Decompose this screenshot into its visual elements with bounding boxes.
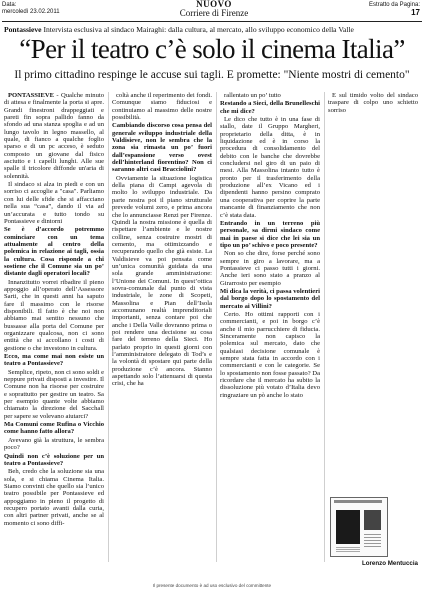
column-divider (216, 92, 217, 562)
page-extract-label: Estratto da Pagina: (368, 2, 420, 8)
kicker-text: Intervista esclusiva al sindaco Mairaghi: dalla cultura, al mercato, allo sviluppo economico della Valle (43, 25, 354, 34)
date-block (2, 2, 60, 16)
interview-answer: coltà anche il reperimento dei fondi. Comunque siamo fiduciosi e continuiamo al massimo delle nostre possibilità. (112, 92, 212, 122)
article-subhead: Il primo cittadino respinge le accuse sui tagli. E promette: "Niente mostri di cemento" (14, 69, 410, 81)
article-column-3 (220, 92, 320, 580)
article-headline: “Per il teatro c’è solo il cinema Italia” (19, 34, 405, 64)
article-column-2 (112, 92, 212, 580)
thumbnail-photo-secondary (364, 510, 381, 530)
interview-answer: Beh, credo che la soluzione sia una sola, e si chiama Cinema Italia. Siamo convinti che quello sia l’unico teatro possibile per Pontassieve ed appoggiamo in pieno il progetto di recupero portato avanti dalla curia, con altri partner privati, anche se al momento ci sono diffi- (4, 468, 104, 527)
paragraph-text: - Qualche minuto di attesa e finalmente la porta si apre. Grandi finestroni drappeggiati e pareti fin sopra pallido fanno da sfondo ad una stanza spoglia e ad un lungo tavolo in legno massello, al quale, di fianco a qualche foglio sparso e di un pc acceso, è seduto composto un giovane dal fisico asciutto e i capelli lunghi. Alle sue spalle il tricolore diffonde un'aria di solennità. (4, 92, 104, 180)
interview-question: Ecco, ma come mai non esiste un teatro a Pontassieve? (4, 353, 104, 368)
clipping-header (0, 0, 424, 22)
dateline: PONTASSIEVE (8, 92, 55, 99)
interview-answer: Non so che dire, forse perché sono sempre in giro a lavorare, ma a Pontassieve ci passo tutti i giorni. Anche ieri sono stato a pranzo al Girarrosto per esempio (220, 250, 320, 287)
interview-question: Mi dica la verità, ci passa volentieri dal borgo dopo lo spostamento del mercato ai Villini? (220, 287, 320, 310)
page-thumbnail-image (330, 497, 388, 557)
page-extract-block (369, 2, 420, 16)
newspaper-masthead (154, 0, 274, 18)
interview-answer: Avevano già la struttura, le sembra poco? (4, 436, 104, 452)
thumbnail-text-lines (364, 534, 381, 548)
date-value: mercoledì 23.02.2011 (2, 9, 60, 15)
interview-answer: rallentato un po’ tutto (224, 92, 281, 99)
date-label: Data: (2, 2, 17, 8)
interview-question: Se è d’accordo potremmo cominciare con un tema attualmente al centro della polemica in relazione ai tagli, ossia la cultura. Cosa risponde a chi sostiene che il Comune sia un po’ distante dagli operatori locali? (4, 226, 104, 278)
interview-question: Restando a Sieci, della Brunelleschi che mi dice? (220, 100, 320, 115)
interview-answer: Il sindaco si alza in piedi e con un sorriso ci accoglie a "casa". Parliamo con lui delle sfide che si affacciano nella sua “casa”, dando il via ad un’accurata e tutto tondo su Pontassieve e dintorni (4, 181, 104, 225)
thumbnail-photo (336, 510, 360, 544)
interview-answer: Innanzitutto vorrei ribadire il pieno appoggio all’operato dell’Assessore Sarti, che in questi anni ha saputo fare il massimo con le risorse disponibili. Il fatto è che noi non abbiamo mai sentito nessuno che bussasse alla porta del Comune per organizzare qualcosa, non ci sono entità che si accollano i costi di gestione o che investono in cultura. (4, 278, 104, 352)
kicker-location: Pontassieve (4, 25, 42, 34)
thumbnail-caption (336, 547, 360, 552)
article-column-4 (328, 92, 418, 562)
article-lead-paragraph (4, 92, 104, 180)
article-column-1 (4, 92, 104, 580)
page-footer: Il presente documento è ad uso esclusivo del committente (152, 583, 272, 588)
interview-question: Entrando in un terreno più personale, sa dirmi sindaco come mai in paese si dice che lei sia un tipo un po’ schivo e poco presente? (220, 219, 320, 249)
masthead-subtitle: Corriere di Firenze (179, 8, 249, 18)
column-divider (108, 92, 109, 562)
article-byline: Lorenzo Mentuccia (361, 560, 418, 567)
masthead-title: NUOVO (196, 0, 232, 9)
interview-answer: E sul timido volto del sindaco traspare di colpo uno schietto sorriso (328, 92, 418, 114)
interview-answer: Ovviamente la situazione logistica della piana di Campi agevola di molto lo sviluppo industriale. Da parte nostra poi il piano strutturale prevede volumi zero, e prima ancora che lo annunciasse Renzi per Firenze. Quindi la nostra missione è quella di rispettare l’ambiente e le nostre colline, senza costruire mostri di cemento, ma ottimizzando e recuperando quello che già esiste. La Valdisieve va poi pensata come un’unica comunità guidata da una sola grande amministrazione: l’Unione dei Comuni. In quest’ottica sovra-comunale dal punto di vista industriale, le zone di Scopeti, Massolina e Pian dell’Isola accomunano realtà imprenditoriali importanti, senza contare poi che anche i Della Valle dovranno prima o poi rendere una decisione su cosa fare del terreno della Sieci. Ho parlato proprio in questi giorni con l’amministratore delegato di Tod’s e la volontà di spostare qui parte della produzione c’è ancora. Stanno aspettando solo l’attenuarsi di questa crisi, che ha (112, 174, 212, 388)
interview-question: Cambiando discorso cosa pensa del generale sviluppo industriale della Valdisieve, non le sembra che la zona sia rimasta un po’ fuori dall’espansione verso ovest dell’hinterland fiorentino? Non ci saranno altri casi Bracciolini? (112, 122, 212, 174)
interview-answer: Certo. Ho ottimi rapporti con i commercianti, e poi in borgo c’è anche il mio parrucchiere di fiducia. Sinceramente non capisco la polemica sul mercato, dato che qualsiasi decisione comunale è sempre stata fatta in accordo con i commercianti e con le categorie. Se lo spostamento non fosse passato? Da ricordare che il mercato ha subito la dissoluzione più votato d’Italia devo ringraziare un pò anche lo stato (220, 310, 320, 399)
interview-question: Ma Comuni come Rufina o Vicchio come hanno fatto allora? (4, 421, 104, 436)
column-divider (324, 92, 325, 562)
header-rule (2, 21, 422, 22)
interview-question: Quindi non c’è soluzione per un teatro a Pontassieve? (4, 452, 104, 467)
page-number: 17 (411, 8, 420, 17)
thumbnail-header-bar (334, 500, 382, 503)
article-kicker (4, 25, 420, 34)
interview-answer: Semplice, ripeto, non ci sono soldi e neppure privati disposti a investire. Il Comune non ha risorse per costruire e soprattutto per gestire un teatro. Sa per esempio quante volte abbiamo chiamato la direzione del Sacchall per sapere se volevano aiutarci? (4, 368, 104, 420)
interview-answer: Le dico che tutto è in una fase di stallo, date il Gruppo Margheri, proprietario della ditta, è in liquidazione ed è in corso la procedura di consolidamento del debito con le banche che dovrebbe concludersi nel giro di un paio di mesi. Alla Massolina intanto tutto è pronto per il trasferimento della produzione all’ex Vicano ed i dipendenti hanno persino comprato una cooperativa per coprire la parte mancante di finanziamento che non c’è stata data. (220, 116, 320, 219)
